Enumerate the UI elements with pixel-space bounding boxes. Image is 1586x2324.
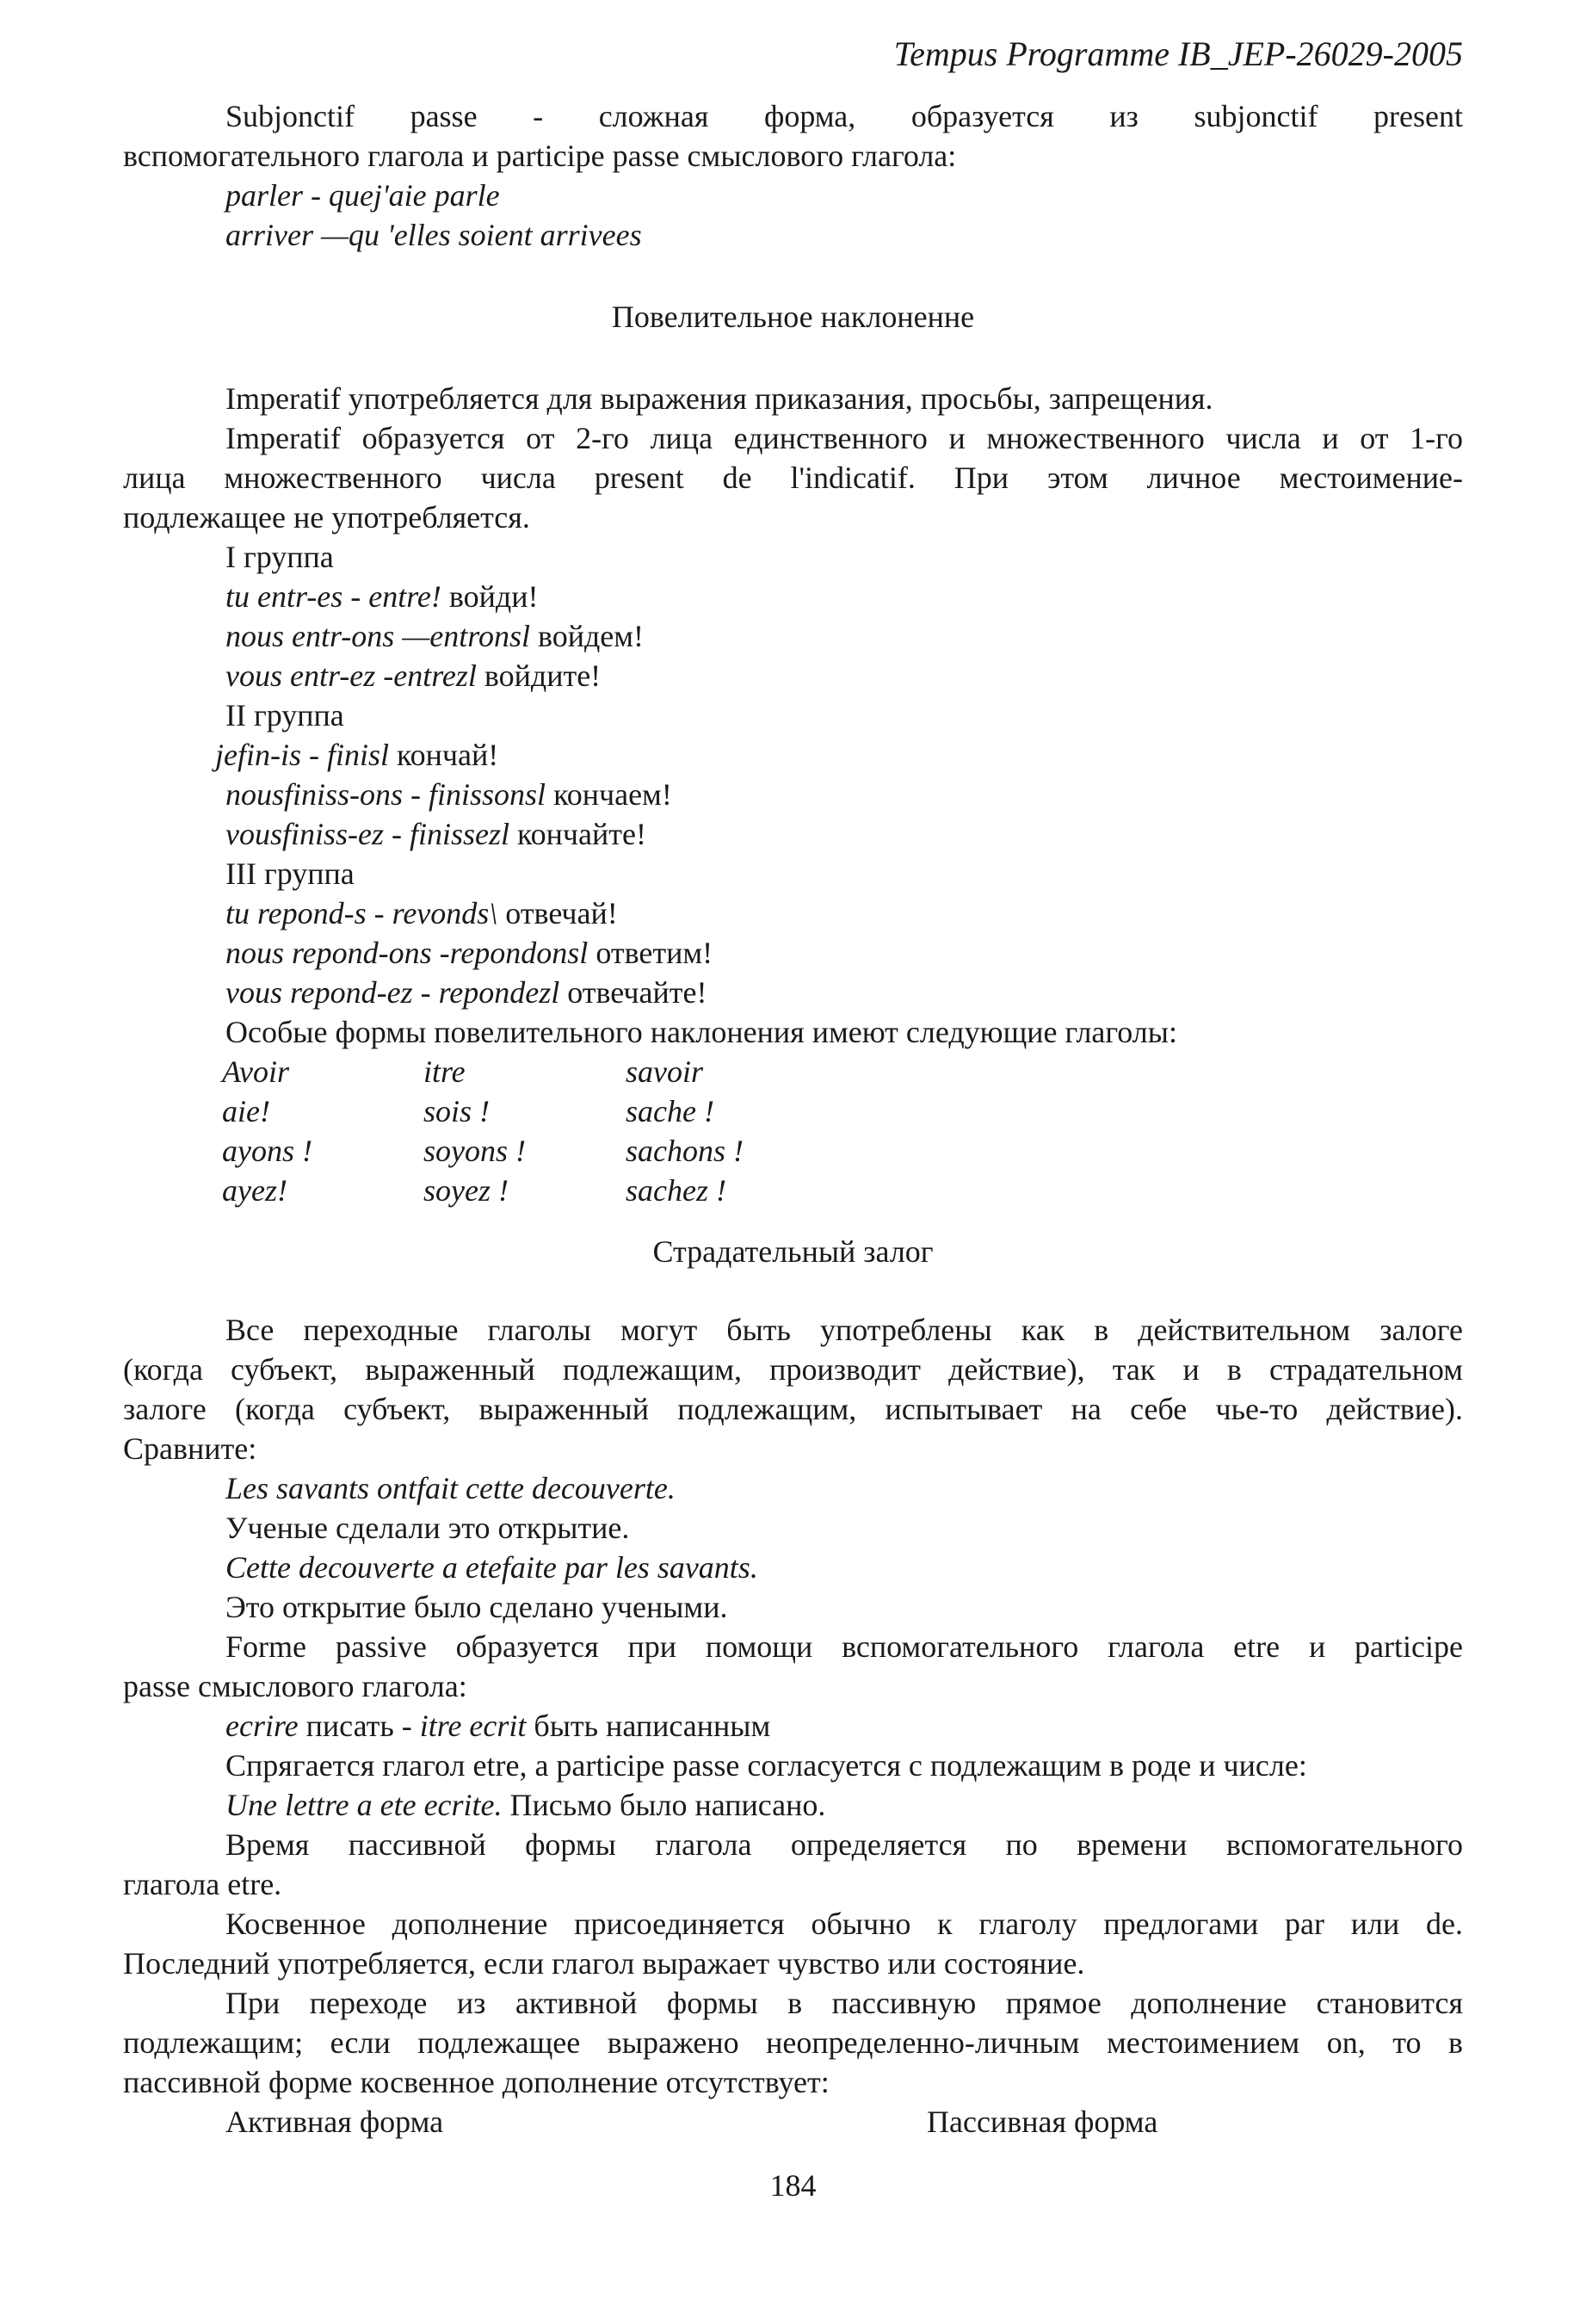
pass-paragraph-5a: Косвенное дополнение присоединяется обычно к глаголу предлогами par или de.: [225, 1907, 1463, 1941]
ru-translation: войдем!: [529, 619, 645, 653]
section-title-passive: Страдательный залог: [652, 1234, 934, 1269]
pass-paragraph-1a: Все переходные глаголы могут быть употреблены как в действительном залоге: [225, 1313, 1463, 1347]
table-cell: sois !: [423, 1094, 491, 1128]
subj-example-2: arriver —qu 'elles soient arrivees: [225, 218, 642, 252]
fr-word: itre ecrit: [419, 1709, 527, 1743]
ru-sentence: Письмо было написано.: [502, 1788, 826, 1822]
table-cell: soyez !: [423, 1173, 509, 1208]
fr-form: nous repond-ons -repondonsl: [225, 936, 589, 970]
group-3-row-3: [225, 973, 707, 1012]
ru-translation: кончай!: [389, 738, 499, 772]
fr-form: nousfiniss-ons - finissonsl: [225, 777, 546, 812]
pass-paragraph-5b: Последний употребляется, если глагол выражает чувство или состояние.: [123, 1946, 1085, 1981]
group-2-row-3: [225, 814, 646, 854]
column-heading-passive: Пассивная форма: [927, 2105, 1158, 2139]
pass-paragraph-2a: Forme passive образуется при помощи вспомогательного глагола etre и participe: [225, 1629, 1463, 1664]
table-cell: sachez !: [626, 1173, 726, 1208]
group-3-row-2: [225, 933, 713, 973]
group-1-title: I группа: [225, 540, 334, 574]
table-cell: sache !: [626, 1094, 714, 1128]
pass-paragraph-6c: пассивной форме косвенное дополнение отсутствует:: [123, 2065, 830, 2099]
fr-form: tu repond-s - revonds\: [225, 896, 498, 930]
pass-paragraph-6a: При переходе из активной формы в пассивную прямое дополнение становится: [225, 1986, 1463, 2020]
pass-example-ru-2: Это открытие было сделано учеными.: [225, 1590, 728, 1624]
ru-translation: отвечайте!: [559, 975, 707, 1010]
pass-example-lettre: [225, 1785, 825, 1825]
ru-translation: войди!: [441, 579, 539, 614]
group-2-row-1: [215, 735, 498, 775]
group-3-row-1: [225, 893, 618, 933]
imp-paragraph-2b: лица множественного числа present de l'indicatif. При этом личное местоимение-: [123, 460, 1463, 495]
imp-paragraph-2c: подлежащее не употребляется.: [123, 500, 530, 535]
table-cell: Avoir: [222, 1054, 289, 1089]
imp-paragraph-1: Imperatif употребляется для выражения приказания, просьбы, запрещения.: [225, 381, 1213, 416]
pass-paragraph-6b: подлежащим; если подлежащее выражено неопределенно-личным местоимением on, то в: [123, 2025, 1463, 2060]
subj-line-1: Subjonctif passe - сложная форма, образуется из subjonctif present: [225, 99, 1463, 133]
table-cell: sachons !: [626, 1134, 744, 1168]
fr-form: vous entr-ez -entrezl: [225, 658, 477, 693]
fr-sentence: Une lettre a ete ecrite.: [225, 1788, 503, 1822]
pass-paragraph-4a: Время пассивной формы глагола определяется по времени вспомогательного: [225, 1827, 1463, 1862]
table-cell: ayez!: [222, 1173, 287, 1208]
pass-example-fr-1: Les savants ontfait cette decouverte.: [225, 1471, 676, 1505]
fr-form: jefin-is - finisl: [215, 738, 389, 772]
pass-paragraph-2b: passe смыслового глагола:: [123, 1669, 467, 1703]
table-cell: soyons !: [423, 1134, 526, 1168]
section-title-imperatif: Повелительное наклоненне: [611, 300, 975, 334]
group-1-row-3: [225, 656, 601, 695]
running-header: Tempus Programme IB_JEP-26029-2005: [893, 34, 1463, 73]
table-cell: ayons !: [222, 1134, 312, 1168]
imp-paragraph-2a: Imperatif образуется от 2-го лица единственного и множественного числа и от 1-го: [225, 421, 1463, 455]
ru-translation: ответим!: [588, 936, 713, 970]
pass-example-fr-2: Cette decouverte a etefaite par les savants.: [225, 1550, 758, 1585]
group-1-row-1: [225, 577, 538, 616]
fr-form: tu entr-es - entre!: [225, 579, 441, 614]
pass-paragraph-1c: залоге (когда субъект, выраженный подлежащим, испытывает на себе чье-то действие).: [123, 1392, 1463, 1426]
group-3-title: III группа: [225, 856, 355, 891]
ru-translation: отвечай!: [497, 896, 618, 930]
table-cell: savoir: [626, 1054, 703, 1089]
pass-paragraph-1b: (когда субъект, выраженный подлежащим, производит действие), так и в страдательном: [123, 1352, 1463, 1387]
group-2-title: II группа: [225, 698, 344, 732]
table-cell: itre: [423, 1054, 466, 1089]
page-number: 184: [769, 2168, 817, 2203]
pass-paragraph-3: Спрягается глагол etre, a participe passe согласуется с подлежащим в роде и числе:: [225, 1748, 1307, 1783]
group-1-row-2: [225, 616, 644, 656]
pass-paragraph-4b: глагола etre.: [123, 1867, 282, 1901]
ru-translation: кончайте!: [509, 817, 646, 851]
ru-word: быть написанным: [526, 1709, 771, 1743]
subj-example-1: parler - quej'aie parle: [225, 178, 500, 213]
group-2-row-2: [225, 775, 672, 814]
pass-example-ecrire: [225, 1706, 770, 1746]
subj-line-2: вспомогательного глагола и participe passe смыслового глагола:: [123, 139, 957, 173]
ru-word: писать -: [298, 1709, 420, 1743]
special-forms-intro: Особые формы повелительного наклонения имеют следующие глаголы:: [225, 1015, 1177, 1049]
ru-translation: кончаем!: [546, 777, 672, 812]
fr-form: vousfiniss-ez - finissezl: [225, 817, 509, 851]
fr-form: vous repond-ez - repondezl: [225, 975, 560, 1010]
table-cell: aie!: [222, 1094, 270, 1128]
pass-paragraph-1d: Сравните:: [123, 1431, 257, 1466]
fr-form: nous entr-ons —entronsl: [225, 619, 530, 653]
ru-translation: войдите!: [476, 658, 602, 693]
pass-example-ru-1: Ученые сделали это открытие.: [225, 1511, 630, 1545]
column-heading-active: Активная форма: [225, 2105, 444, 2139]
fr-word: ecrire: [225, 1709, 299, 1743]
